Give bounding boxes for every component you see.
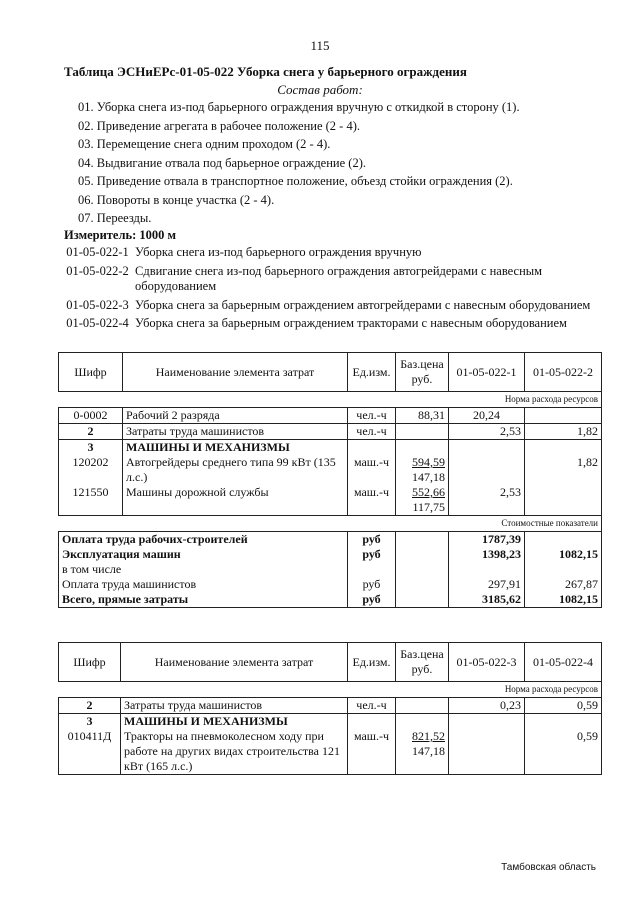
row-name: Затраты труда машинистов bbox=[123, 424, 348, 440]
row-price bbox=[396, 485, 449, 516]
row-code: 121550 bbox=[59, 485, 123, 516]
code-row bbox=[60, 316, 600, 332]
header-price: Баз.цена руб. bbox=[396, 353, 449, 392]
table-row bbox=[59, 729, 602, 775]
header-col2: 01-05-022-2 bbox=[525, 353, 602, 392]
header-col2: 01-05-022-4 bbox=[525, 643, 602, 682]
norm-caption: Норма расхода ресурсов bbox=[59, 392, 602, 408]
table-row bbox=[59, 455, 602, 485]
row-unit: чел.-ч bbox=[348, 408, 396, 424]
table-header bbox=[59, 643, 602, 682]
cost-v2: 267,87 bbox=[525, 577, 602, 592]
works-subtitle: Состав работ: bbox=[277, 82, 363, 97]
cost-row bbox=[59, 577, 602, 592]
header-unit: Ед.изм. bbox=[348, 353, 396, 392]
code: 01-05-022-4 bbox=[66, 316, 129, 330]
header-price: Баз.цена руб. bbox=[396, 643, 449, 682]
code-desc: Сдвигание снега из-под барьерного ограждения автогрейдерами с навесным оборудованием bbox=[135, 263, 543, 293]
cost-row bbox=[59, 547, 602, 562]
row-price bbox=[396, 698, 449, 714]
row-v1 bbox=[449, 455, 525, 485]
price-base: 594,59 bbox=[412, 455, 445, 469]
row-name: Машины дорожной службы bbox=[123, 485, 348, 516]
cost-v1: 1398,23 bbox=[449, 547, 525, 562]
cost-row bbox=[59, 532, 602, 548]
row-unit: маш.-ч bbox=[348, 485, 396, 516]
resource-table-2 bbox=[58, 642, 602, 775]
cost-unit: руб bbox=[348, 532, 396, 548]
code: 01-05-022-2 bbox=[66, 263, 129, 278]
cost-unit: руб bbox=[348, 592, 396, 608]
row-code: 3 bbox=[59, 440, 123, 456]
table-header bbox=[59, 353, 602, 392]
row-v1: 0,23 bbox=[449, 698, 525, 714]
code-row bbox=[60, 245, 600, 261]
price-wage: 147,18 bbox=[412, 470, 445, 484]
work-item: 07. Переезды. bbox=[78, 211, 152, 225]
work-item: 02. Приведение агрегата в рабочее положение (2 - 4). bbox=[78, 118, 361, 133]
row-code: 2 bbox=[59, 698, 121, 714]
row-unit: маш.-ч bbox=[348, 455, 396, 485]
work-item: 01. Уборка снега из-под барьерного ограждения вручную с откидкой в сторону (1). bbox=[78, 100, 520, 114]
row-unit: чел.-ч bbox=[348, 424, 396, 440]
code-desc: Уборка снега за барьерным ограждением тракторами с навесным оборудованием bbox=[135, 316, 567, 330]
code: 01-05-022-3 bbox=[66, 297, 129, 312]
code-row bbox=[60, 264, 600, 295]
table-row bbox=[59, 698, 602, 714]
row-v2: 0,59 bbox=[525, 698, 602, 714]
cost-v1: 297,91 bbox=[449, 577, 525, 592]
row-code: 2 bbox=[59, 424, 123, 440]
code: 01-05-022-1 bbox=[66, 245, 129, 259]
cost-name: Всего, прямые затраты bbox=[59, 592, 348, 608]
row-code: 0-0002 bbox=[59, 408, 123, 424]
row-name: Автогрейдеры среднего типа 99 кВт (135 л.с.) bbox=[123, 455, 348, 485]
works-list bbox=[78, 98, 520, 228]
price-wage: 117,75 bbox=[412, 500, 445, 514]
row-v2: 0,59 bbox=[525, 729, 602, 775]
cost-unit: руб bbox=[348, 547, 396, 562]
table-row bbox=[59, 440, 602, 456]
header-name: Наименование элемента затрат bbox=[123, 353, 348, 392]
cost-unit: руб bbox=[348, 577, 396, 592]
work-item: 04. Выдвигание отвала под барьерное ограждение (2). bbox=[78, 155, 366, 170]
cost-v2: 1082,15 bbox=[525, 592, 602, 608]
measure-unit: Измеритель: 1000 м bbox=[64, 228, 177, 242]
row-name: Рабочий 2 разряда bbox=[123, 408, 348, 424]
cost-v2: 1082,15 bbox=[525, 547, 602, 562]
row-code: 010411Д bbox=[59, 729, 121, 775]
row-name: Тракторы на пневмоколесном ходу при работе на других видах строительства 121 кВт (165 л.с.) bbox=[121, 729, 348, 775]
cost-name: в том числе bbox=[59, 562, 348, 577]
header-code: Шифр bbox=[59, 353, 123, 392]
table-row bbox=[59, 714, 602, 730]
table-title: Таблица ЭСНиЕРс-01-05-022 Уборка снега у барьерного ограждения bbox=[64, 64, 467, 79]
cost-name: Эксплуатация машин bbox=[59, 547, 348, 562]
row-price bbox=[396, 424, 449, 440]
cost-name: Оплата труда машинистов bbox=[59, 577, 348, 592]
row-price: 88,31 bbox=[396, 408, 449, 424]
cost-v2 bbox=[525, 532, 602, 548]
row-name: МАШИНЫ И МЕХАНИЗМЫ bbox=[123, 440, 348, 456]
row-name: МАШИНЫ И МЕХАНИЗМЫ bbox=[121, 714, 348, 730]
table-row bbox=[59, 424, 602, 440]
header-unit: Ед.изм. bbox=[348, 643, 396, 682]
resource-table-1 bbox=[58, 352, 602, 608]
row-v1: 2,53 bbox=[449, 424, 525, 440]
row-v2 bbox=[525, 485, 602, 516]
work-item: 03. Перемещение снега одним проходом (2 - 4). bbox=[78, 137, 331, 151]
price-base: 552,66 bbox=[412, 485, 445, 499]
row-v1 bbox=[449, 729, 525, 775]
code-row bbox=[60, 298, 600, 314]
row-v1: 20,24 bbox=[449, 408, 525, 424]
row-unit: маш.-ч bbox=[348, 729, 396, 775]
code-desc: Уборка снега из-под барьерного ограждения вручную bbox=[135, 245, 422, 259]
row-price bbox=[396, 729, 449, 775]
work-item: 05. Приведение отвала в транспортное положение, объезд стойки ограждения (2). bbox=[78, 174, 513, 188]
cost-row bbox=[59, 592, 602, 608]
work-item: 06. Повороты в конце участка (2 - 4). bbox=[78, 192, 275, 207]
price-wage: 147,18 bbox=[412, 744, 445, 758]
region-footer: Тамбовская область bbox=[501, 862, 596, 873]
row-v2: 1,82 bbox=[525, 424, 602, 440]
cost-caption: Стоимостные показатели bbox=[59, 516, 602, 532]
cost-name: Оплата труда рабочих-строителей bbox=[59, 532, 348, 548]
row-price bbox=[396, 455, 449, 485]
row-name: Затраты труда машинистов bbox=[121, 698, 348, 714]
header-code: Шифр bbox=[59, 643, 121, 682]
row-code: 3 bbox=[59, 714, 121, 730]
cost-row bbox=[59, 562, 602, 577]
price-base: 821,52 bbox=[412, 729, 445, 743]
row-code: 120202 bbox=[59, 455, 123, 485]
row-v2: 1,82 bbox=[525, 455, 602, 485]
row-v2 bbox=[525, 408, 602, 424]
cost-v1: 3185,62 bbox=[449, 592, 525, 608]
codes-list bbox=[60, 245, 600, 335]
header-col1: 01-05-022-3 bbox=[449, 643, 525, 682]
table-row bbox=[59, 485, 602, 516]
cost-v1: 1787,39 bbox=[449, 532, 525, 548]
header-name: Наименование элемента затрат bbox=[121, 643, 348, 682]
row-v1: 2,53 bbox=[449, 485, 525, 516]
code-desc: Уборка снега за барьерным ограждением автогрейдерами с навесным оборудованием bbox=[135, 297, 591, 312]
header-col1: 01-05-022-1 bbox=[449, 353, 525, 392]
row-unit: чел.-ч bbox=[348, 698, 396, 714]
norm-caption: Норма расхода ресурсов bbox=[59, 682, 602, 698]
table-row bbox=[59, 408, 602, 424]
page-number: 115 bbox=[310, 38, 330, 53]
